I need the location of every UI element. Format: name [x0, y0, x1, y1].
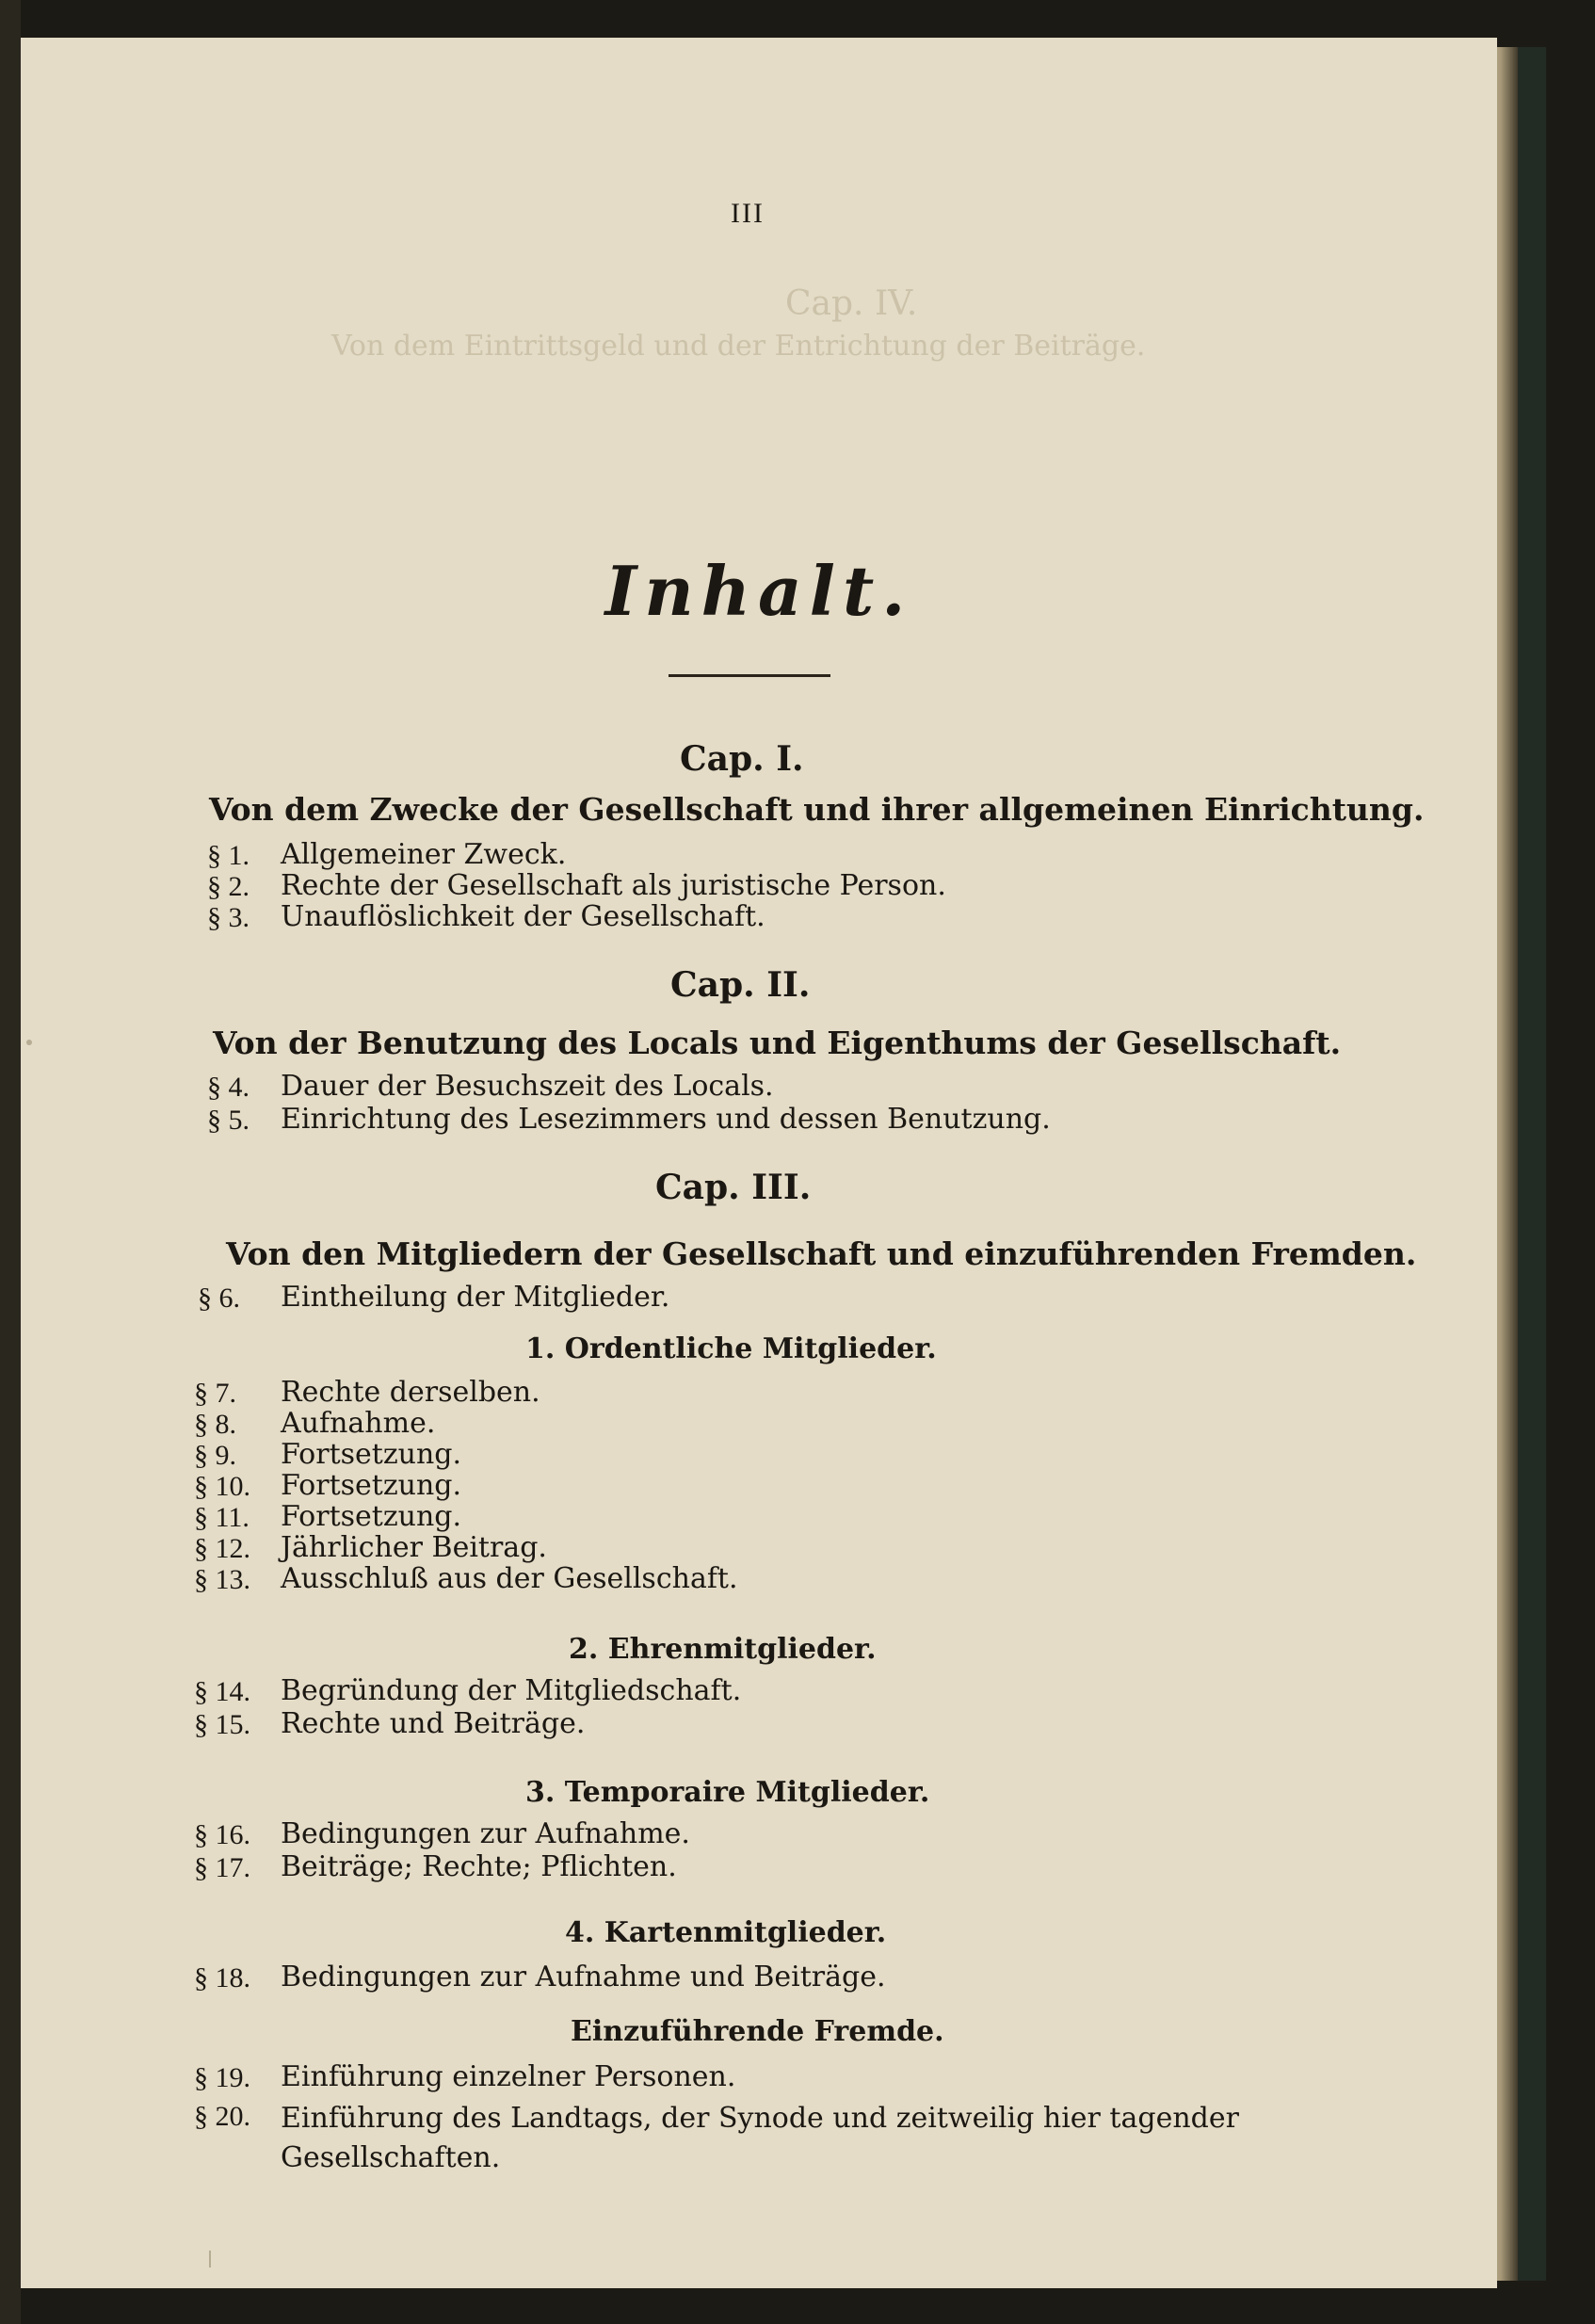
entry-text: Fortsetzung. — [281, 1500, 462, 1533]
entry-text: Einführung des Landtags, der Synode und zeitweilig hier tagender Gesellschaften. — [281, 2102, 1239, 2174]
entry-text: Jährlicher Beitrag. — [281, 1531, 547, 1564]
group-subhead: Einzuführende Fremde. — [571, 2015, 944, 2048]
entry-text: Rechte der Gesellschaft als juristische Person. — [281, 869, 946, 902]
group-subhead: 4. Kartenmitglieder. — [565, 1916, 887, 1949]
entry-number: § 3. — [207, 902, 250, 933]
entry-text: Eintheilung der Mitglieder. — [281, 1281, 670, 1314]
entry-number: § 16. — [194, 1819, 250, 1850]
chapter-1-heading: Von dem Zwecke der Gesellschaft und ihrer allgemeinen Einrichtung. — [209, 791, 1425, 828]
title-rule — [669, 674, 830, 677]
entry-number: § 14. — [194, 1676, 250, 1707]
entry-number: § 4. — [207, 1072, 250, 1103]
group-subhead: 1. Ordentliche Mitglieder. — [525, 1332, 937, 1365]
entry-number: § 11. — [194, 1502, 250, 1533]
entry-text: Rechte derselben. — [281, 1376, 540, 1409]
chapter-3-cap: Cap. III. — [655, 1168, 812, 1207]
entry-text: Aufnahme. — [281, 1407, 436, 1440]
chapter-2-cap: Cap. II. — [670, 965, 811, 1005]
entry-text: Bedingungen zur Aufnahme und Beiträge. — [281, 1961, 886, 1993]
entry-text: Einrichtung des Lesezimmers und dessen Benutzung. — [281, 1103, 1051, 1136]
bleed-cap: Cap. IV. — [785, 284, 918, 323]
group-subhead: 3. Temporaire Mitglieder. — [525, 1776, 930, 1809]
paper-mark — [26, 1040, 32, 1045]
entry-text: Einführung einzelner Personen. — [281, 2060, 736, 2093]
entry-text: Allgemeiner Zweck. — [281, 838, 567, 871]
entry-text: Fortsetzung. — [281, 1438, 462, 1471]
entry-number: § 19. — [194, 2062, 250, 2093]
entry-number: § 13. — [194, 1564, 250, 1595]
entry-number: § 2. — [207, 871, 250, 902]
entry-text: Dauer der Besuchszeit des Locals. — [281, 1070, 774, 1103]
entry-number: § 5. — [207, 1105, 250, 1136]
entry-text: Bedingungen zur Aufnahme. — [281, 1817, 690, 1850]
entry-number: § 12. — [194, 1533, 250, 1564]
entry-number: § 18. — [194, 1962, 250, 1993]
page-number: III — [731, 198, 765, 229]
entry-text: Fortsetzung. — [281, 1469, 462, 1502]
entry-number: § 6. — [198, 1283, 240, 1314]
chapter-3-heading: Von den Mitgliedern der Gesellschaft und einzuführenden Fremden. — [226, 1235, 1417, 1272]
entry-number: § 17. — [194, 1852, 250, 1883]
entry-text: Begründung der Mitgliedschaft. — [281, 1674, 742, 1707]
entry-number: § 1. — [207, 840, 250, 871]
paper-mark — [209, 2251, 211, 2268]
entry-text: Rechte und Beiträge. — [281, 1707, 586, 1740]
entry-number: § 7. — [194, 1378, 236, 1409]
entry-number: § 8. — [194, 1409, 236, 1440]
group-subhead: 2. Ehrenmitglieder. — [569, 1633, 877, 1666]
chapter-2-heading: Von der Benutzung des Locals und Eigenthums der Gesellschaft. — [213, 1025, 1342, 1061]
chapter-1-cap: Cap. I. — [680, 739, 804, 779]
entry-text: Ausschluß aus der Gesellschaft. — [281, 1562, 738, 1595]
page-title: Inhalt. — [604, 551, 913, 631]
entry-text: Beiträge; Rechte; Pflichten. — [281, 1850, 677, 1883]
entry-number: § 20. — [194, 2101, 250, 2132]
entry-number: § 9. — [194, 1440, 236, 1471]
entry-text: Unauflöslichkeit der Gesellschaft. — [281, 900, 765, 933]
entry-number: § 10. — [194, 1471, 250, 1502]
bleed-heading: Von dem Eintrittsgeld und der Entrichtung der Beiträge. — [331, 330, 1146, 363]
entry-number: § 15. — [194, 1709, 250, 1740]
left-margin-strip — [0, 0, 21, 2324]
book-spine — [1518, 47, 1546, 2281]
book-page — [21, 38, 1497, 2288]
